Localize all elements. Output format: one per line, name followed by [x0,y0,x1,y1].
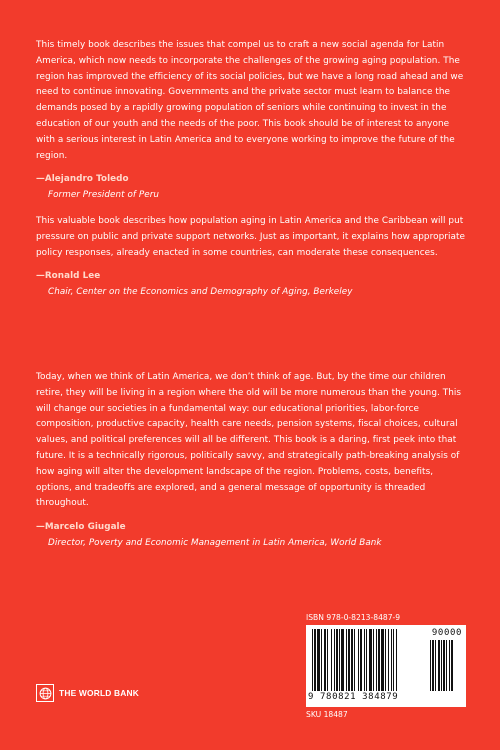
barcode-bar [327,629,328,691]
endorser-name: —Ronald Lee [36,271,101,282]
barcode-bar [393,629,394,691]
world-bank-globe-icon [36,684,54,702]
barcode-bar [312,629,313,691]
barcode-bar [354,629,355,691]
barcode [306,625,466,707]
barcode-addon-bar [446,640,447,691]
endorsement-toledo [36,38,468,204]
barcode-addon-bar [435,640,436,691]
barcode-addon-bar [432,640,434,691]
barcode-bar [360,629,362,691]
barcode-bar [364,629,365,691]
endorsement-text: Today, when we think of Latin America, we don’t think of age. But, by the time our children retire, they will be living in a region where the old will be more numerous than the young. This will change our societies in a fundamental way: our educational priorities, labor-force composition, productive capacity, health care needs, pension systems, fiscal choices, cultural values, and political preferences will all be different. This book is a daring, first peek into that future. It is a technically rigorous, politically savvy, and strategically path-breaking analysis of how aging will alter the development landscape of the region. Problems, costs, benefits, options, and tradeoffs are explored, and a general message of opportunity is threaded throughout. [36,372,462,509]
barcode-addon-bar [438,640,440,691]
barcode-bar [391,629,392,691]
barcode-bar [348,629,350,691]
publisher-logo [36,684,139,702]
barcode-digits: 9 780821 384879 [308,692,399,702]
barcode-bar [396,629,397,691]
barcode-bar [373,629,374,691]
barcode-bar [369,629,372,691]
endorser-title: Director, Poverty and Economic Management in Latin America, World Bank [48,537,382,548]
barcode-bar [358,629,359,691]
barcode-bar [321,629,322,691]
barcode-bar [317,629,320,691]
isbn-label: ISBN 978-0-8213-8487-9 [306,613,401,622]
barcode-bar [385,629,386,691]
barcode-addon-bar [451,640,453,691]
barcode-block [306,613,474,719]
barcode-bar [376,629,377,691]
endorsement-giugale [36,370,468,552]
barcode-bar [341,629,344,691]
barcode-addon-bar [430,640,431,691]
sku-label: SKU 18487 [306,710,348,719]
endorser-name: —Marcelo Giugale [36,522,126,533]
barcode-addon-bar [443,640,445,691]
barcode-bar [324,629,326,691]
endorser-title: Chair, Center on the Economics and Demography of Aging, Berkeley [48,287,353,298]
barcode-bar [378,629,380,691]
price-code: 90000 [431,628,462,638]
endorser-title: Former President of Peru [48,190,160,201]
endorsement-text: This timely book describes the issues that compel us to craft a new social agenda for Latin America, which now needs to incorporate the challenges of the growing aging population. The region has improved the efficiency of its social policies, but we have a long road ahead and we need to continue innovating. Governments and the private sector must learn to balance the demands posed by a rapidly growing population of seniors while continuing to invest in the education of our youth and the needs of the poor. This book should be of interest to anyone with a serious interest in Latin America and to everyone working to improve the future of the region. [36,40,464,161]
endorsement-lee [36,214,468,301]
barcode-bar [314,629,316,691]
barcode-addon-bar [449,640,450,691]
barcode-addon-bar [441,640,442,691]
barcode-bar [336,629,338,691]
barcode-bar [346,629,347,691]
publisher-name: THE WORLD BANK [59,688,140,698]
barcode-bar [339,629,340,691]
barcode-bar [351,629,353,691]
barcode-bar [381,629,384,691]
barcode-bar [388,629,389,691]
endorser-name: —Alejandro Toledo [36,174,129,185]
barcode-bar [331,629,332,691]
barcode-bar [334,629,335,691]
barcode-bar [366,629,367,691]
endorsement-text: This valuable book describes how population aging in Latin America and the Caribbean will put pressure on public and private support networks. Just as important, it explains how appropriate policy responses, already enacted in some countries, can moderate these consequences. [36,216,466,258]
